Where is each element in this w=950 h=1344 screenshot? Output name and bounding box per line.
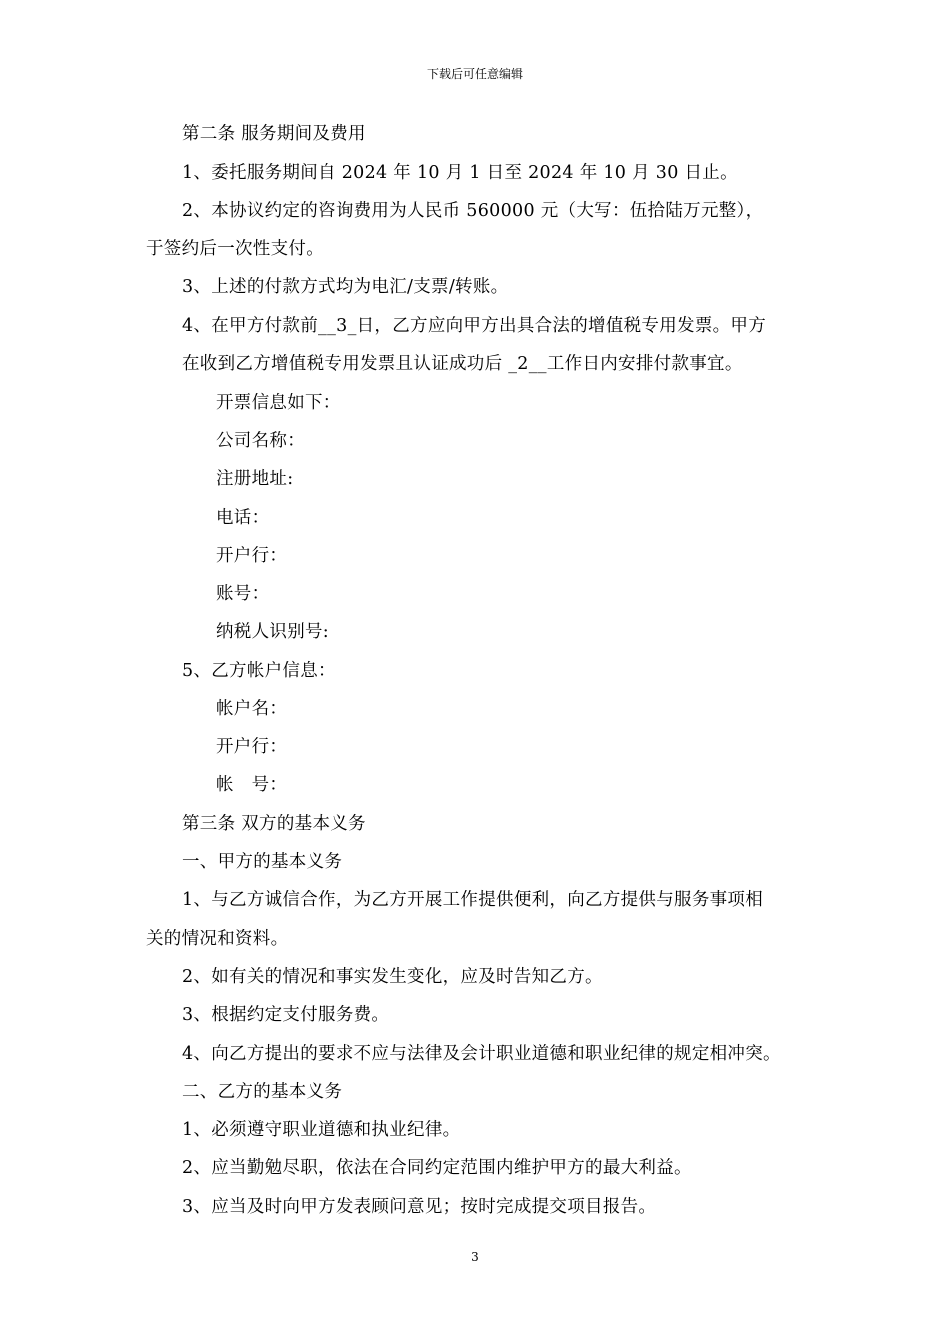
article-2-item-4-line-1: 4、在甲方付款前__3_日，乙方应向甲方出具合法的增值税专用发票。甲方 bbox=[182, 316, 767, 336]
invoice-company-name: 公司名称： bbox=[216, 431, 305, 451]
invoice-account: 账号： bbox=[216, 584, 270, 604]
article-2-item-1: 1、委托服务期间自 2024 年 10 月 1 日至 2024 年 10 月 30 日止。 bbox=[182, 163, 738, 183]
account-bank: 开户行： bbox=[216, 737, 288, 757]
account-number: 帐 号： bbox=[216, 775, 288, 795]
party-b-item-2: 2、应当勤勉尽职，依法在合同约定范围内维护甲方的最大利益。 bbox=[182, 1158, 692, 1178]
article-2-title: 第二条 服务期间及费用 bbox=[182, 124, 366, 144]
article-2-item-2-line-2: 于签约后一次性支付。 bbox=[146, 239, 324, 259]
account-name: 帐户名： bbox=[216, 699, 288, 719]
page-number: 3 bbox=[471, 1250, 479, 1264]
party-b-duties-title: 二、乙方的基本义务 bbox=[182, 1082, 343, 1102]
invoice-bank: 开户行： bbox=[216, 546, 288, 566]
party-b-item-1: 1、必须遵守职业道德和执业纪律。 bbox=[182, 1120, 461, 1140]
party-b-item-3: 3、应当及时向甲方发表顾问意见；按时完成提交项目报告。 bbox=[182, 1197, 657, 1217]
party-a-item-2: 2、如有关的情况和事实发生变化，应及时告知乙方。 bbox=[182, 967, 603, 987]
invoice-taxpayer-id: 纳税人识别号: bbox=[216, 622, 329, 642]
article-2-item-4-line-2: 在收到乙方增值税专用发票且认证成功后 _2__工作日内安排付款事宜。 bbox=[182, 354, 743, 374]
article-2-item-2-line-1: 2、本协议约定的咨询费用为人民币 560000 元（大写：伍拾陆万元整）， bbox=[182, 201, 764, 221]
invoice-info-title: 开票信息如下： bbox=[216, 393, 341, 413]
party-a-item-1-line-1: 1、与乙方诚信合作，为乙方开展工作提供便利，向乙方提供与服务事项相 bbox=[182, 890, 764, 910]
party-a-duties-title: 一、甲方的基本义务 bbox=[182, 852, 343, 872]
article-2-item-5: 5、乙方帐户信息： bbox=[182, 661, 336, 681]
article-2-item-3: 3、上述的付款方式均为电汇/支票/转账。 bbox=[182, 277, 509, 297]
party-a-item-4: 4、向乙方提出的要求不应与法律及会计职业道德和职业纪律的规定相冲突。 bbox=[182, 1044, 781, 1064]
invoice-registered-address: 注册地址: bbox=[216, 469, 294, 489]
page-header: 下载后可任意编辑 bbox=[426, 67, 523, 81]
party-a-item-3: 3、根据约定支付服务费。 bbox=[182, 1005, 390, 1025]
invoice-phone: 电话： bbox=[216, 508, 270, 528]
party-a-item-1-line-2: 关的情况和资料。 bbox=[146, 929, 289, 949]
article-3-title: 第三条 双方的基本义务 bbox=[182, 814, 366, 834]
